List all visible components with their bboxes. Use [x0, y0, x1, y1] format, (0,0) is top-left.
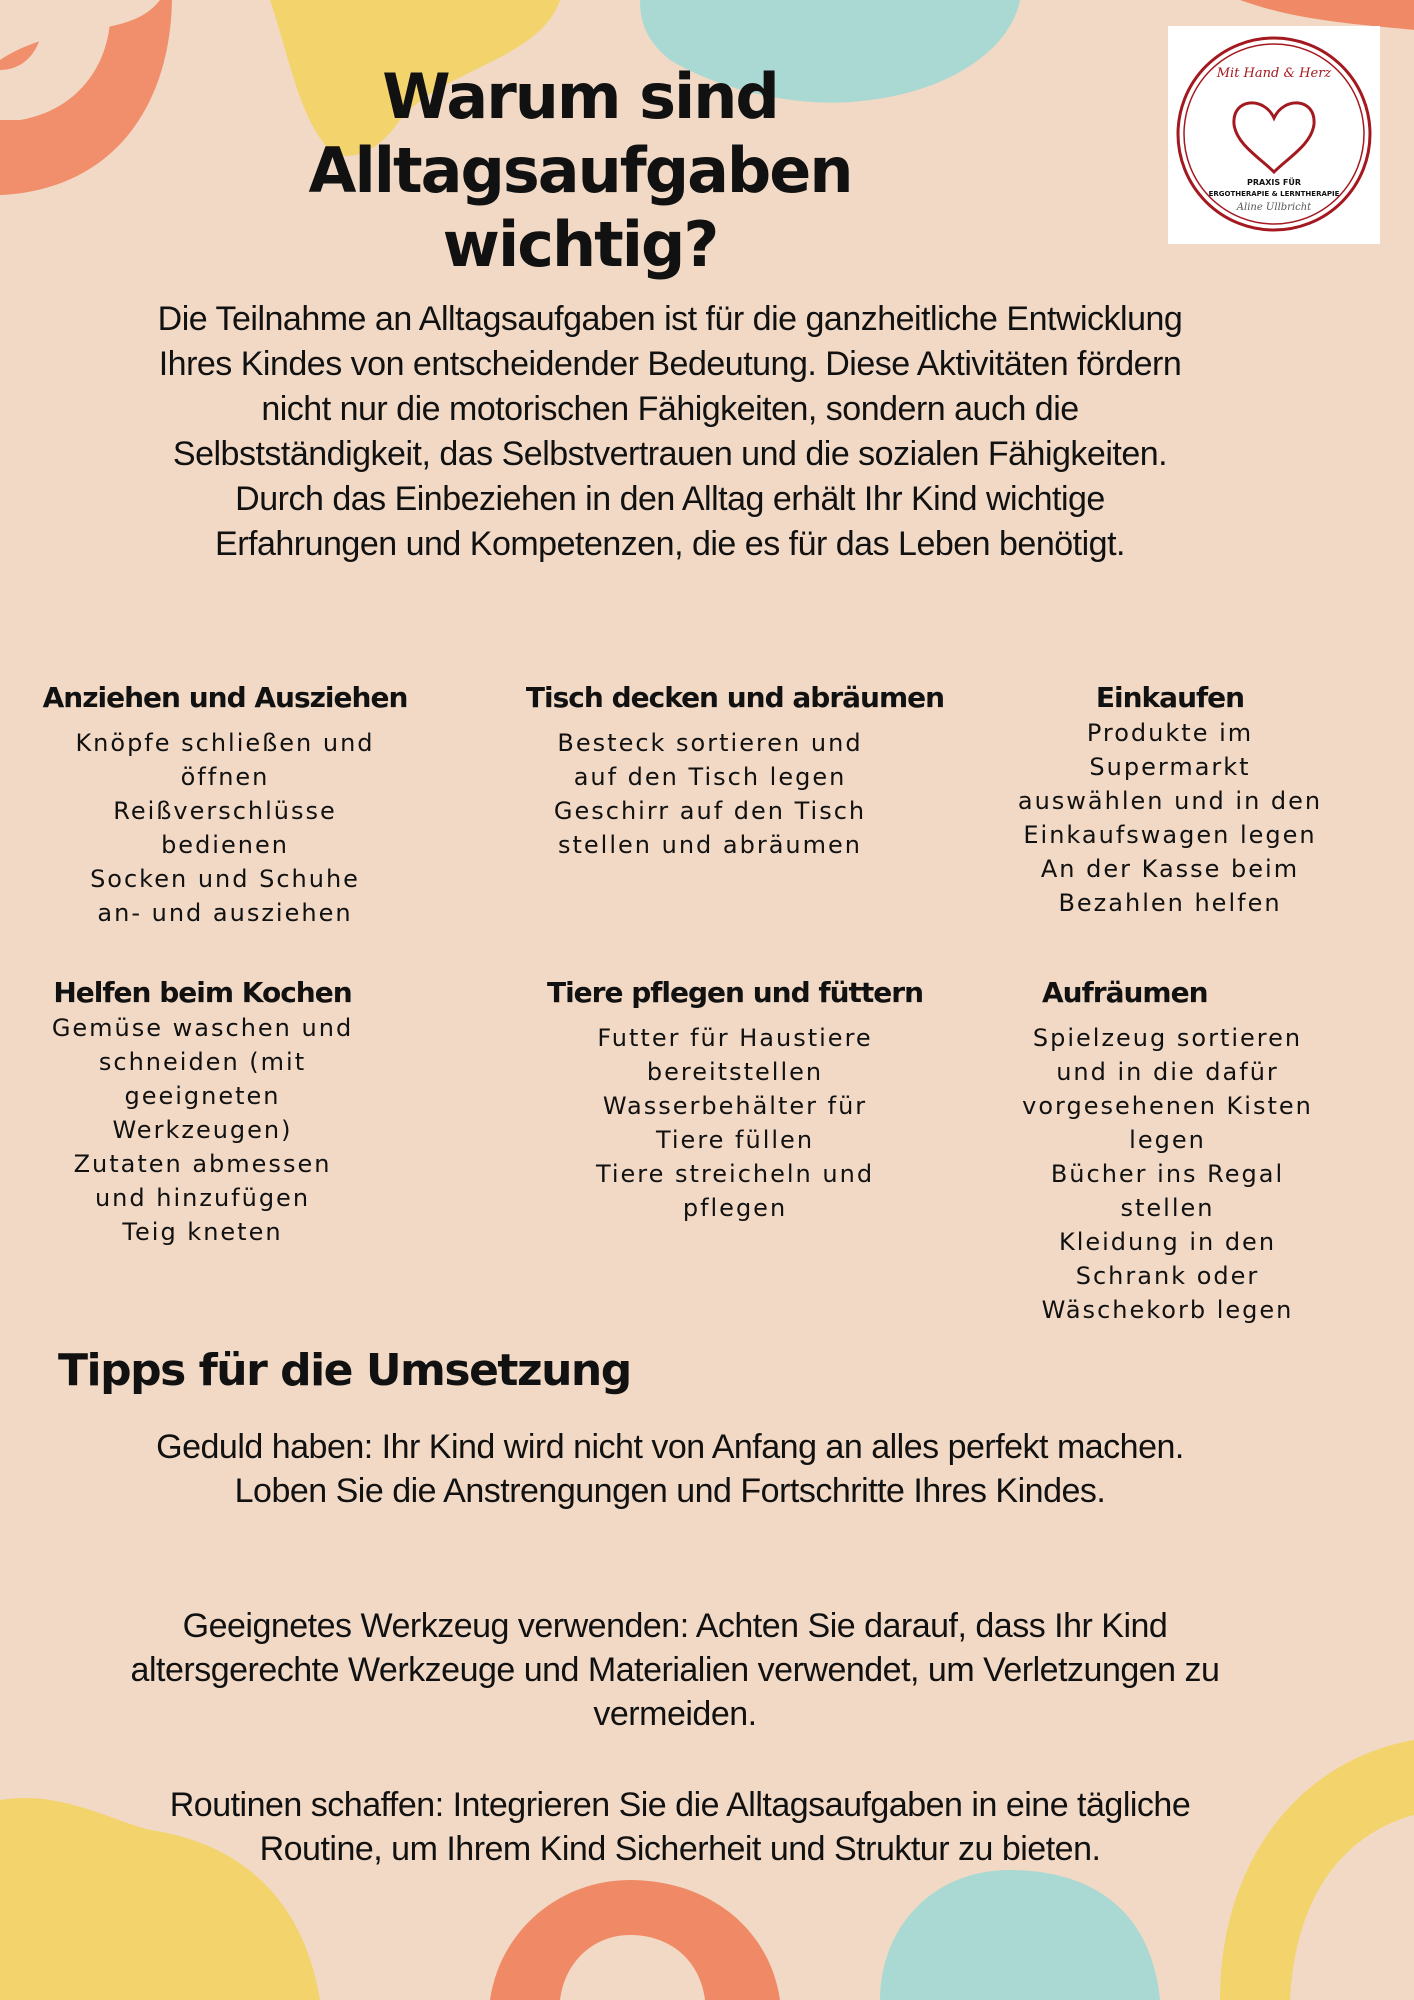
category-line: Wasserbehälter für [602, 1092, 868, 1120]
practice-logo [1168, 26, 1380, 244]
category-line: Wäschekorb legen [1041, 1296, 1294, 1324]
logo-line-1: PRAXIS FÜR [1246, 178, 1302, 187]
category-line: schneiden (mit [98, 1048, 307, 1076]
logo-line-2: ERGOTHERAPIE & LERNTHERAPIE [1208, 190, 1340, 198]
category-line: Produkte im [1086, 719, 1254, 747]
heart-icon [1234, 103, 1314, 172]
category-line: Tiere streicheln und [595, 1160, 875, 1188]
category-line: Werkzeugen) [112, 1116, 293, 1144]
category-line: öffnen [180, 763, 270, 791]
category-line: Reißverschlüsse [113, 797, 337, 825]
category-line: stellen und abräumen [558, 831, 862, 859]
category-line: Bücher ins Regal [1050, 1160, 1285, 1188]
category-line: An der Kasse beim [1040, 855, 1300, 883]
category-line: und in die dafür [1056, 1058, 1279, 1086]
category-line: Besteck sortieren und [557, 729, 863, 757]
category-line: auswählen und in den [1017, 787, 1323, 815]
tip-patience: Geduld haben: Ihr Kind wird nicht von Anfang an alles perfekt machen. Loben Sie die Anstrengungen und Fortschritte Ihres Kindes. [156, 1428, 1184, 1510]
category-line: Geschirr auf den Tisch [553, 797, 867, 825]
category-line: Teig kneten [122, 1218, 283, 1246]
category-line: geeigneten [124, 1082, 281, 1110]
category-cooking [20, 975, 385, 1249]
tip-tools: Geeignetes Werkzeug verwenden: Achten Sie darauf, dass Ihr Kind altersgerechte Werkzeuge und Materialien verwendet, um Verletzungen zu vermeiden. [130, 1607, 1220, 1733]
category-line: Zutaten abmessen [73, 1150, 332, 1178]
title-line-2: wichtig? [442, 208, 718, 281]
category-line: bedienen [161, 831, 289, 859]
page-title [150, 60, 1010, 282]
category-line: Socken und Schuhe [90, 865, 360, 893]
category-line: und hinzufügen [94, 1184, 311, 1212]
category-title: Helfen beim Kochen [53, 976, 352, 1009]
category-line: Supermarkt [1089, 753, 1251, 781]
category-line: legen [1129, 1126, 1206, 1154]
intro-paragraph: Die Teilnahme an Alltagsaufgaben ist für die ganzheitliche Entwicklung Ihres Kindes von entscheidender Bedeutung. Diese Aktivitäten fördern nicht nur die motorischen Fähigkeiten, sondern auch die Selbstständigkeit, das Selbstvertrauen und die sozialen Fähigkeiten. Durch das Einbeziehen in den Alltag erhält Ihr Kind wichtige Erfahrungen und Kompetenzen, die es für das Leben benötigt. [157, 300, 1183, 563]
tips-heading: Tipps für die Umsetzung [58, 1345, 631, 1396]
category-line: Kleidung in den [1058, 1228, 1277, 1256]
category-line: Einkaufswagen legen [1023, 821, 1317, 849]
category-line: stellen [1120, 1194, 1215, 1222]
category-table-setting [500, 680, 970, 862]
tip-routines: Routinen schaffen: Integrieren Sie die Alltagsaufgaben in eine tägliche Routine, um Ihrem Kind Sicherheit und Struktur zu bieten. [169, 1786, 1191, 1868]
title-line-1: Warum sind Alltagsaufgaben [308, 60, 852, 207]
category-line: Bezahlen helfen [1058, 889, 1282, 917]
category-line: bereitstellen [646, 1058, 824, 1086]
logo-script-name: Mit Hand & Herz [1216, 66, 1332, 81]
category-tidying [1000, 975, 1335, 1327]
category-line: Spielzeug sortieren [1032, 1024, 1303, 1052]
category-line: pflegen [682, 1194, 788, 1222]
category-shopping [990, 680, 1350, 920]
category-line: vorgesehenen Kisten [1022, 1092, 1313, 1120]
category-line: Schrank oder [1075, 1262, 1260, 1290]
category-dressing [30, 680, 420, 930]
category-pets [520, 975, 950, 1225]
category-line: Knöpfe schließen und [75, 729, 375, 757]
category-title: Einkaufen [1095, 681, 1245, 714]
category-title: Aufräumen [1042, 976, 1208, 1009]
category-title: Tisch decken und abräumen [525, 681, 945, 714]
category-line: Tiere füllen [655, 1126, 815, 1154]
category-title: Tiere pflegen und füttern [546, 976, 924, 1009]
logo-signature: Aline Ullbricht [1236, 202, 1312, 213]
category-line: auf den Tisch legen [573, 763, 847, 791]
category-line: Gemüse waschen und [51, 1014, 354, 1042]
category-title: Anziehen und Ausziehen [42, 681, 408, 714]
category-line: an- und ausziehen [97, 899, 353, 927]
category-line: Futter für Haustiere [597, 1024, 873, 1052]
